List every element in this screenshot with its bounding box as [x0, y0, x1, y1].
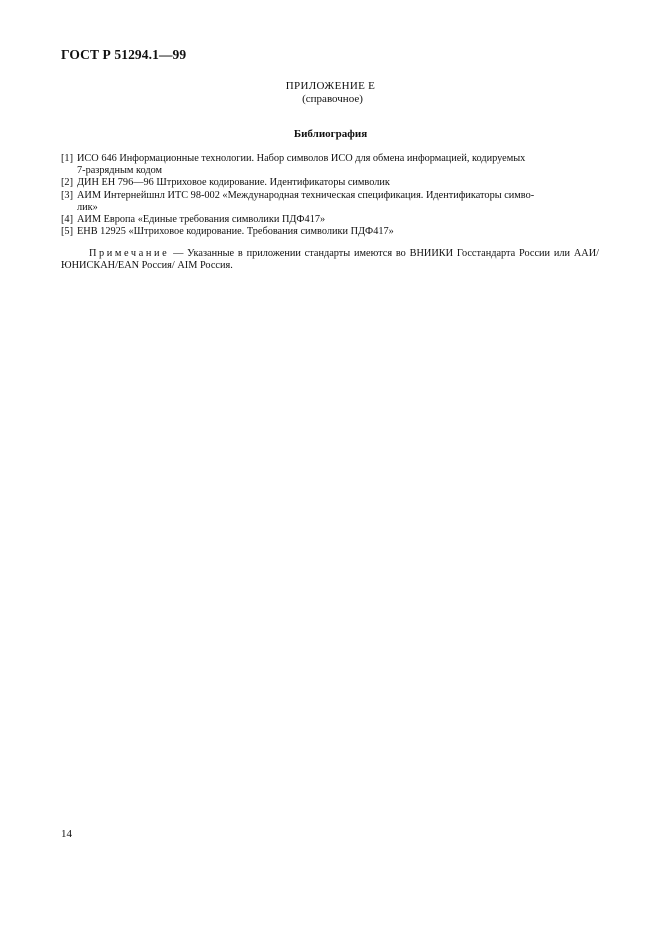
- appendix-heading: [0, 80, 661, 106]
- bibliography-number: [4]: [61, 214, 74, 226]
- note-paragraph: [61, 248, 599, 273]
- bibliography-item: [61, 214, 599, 226]
- bibliography-list: [61, 153, 599, 238]
- bibliography-number: [2]: [61, 177, 74, 189]
- bibliography-item: [61, 226, 599, 238]
- section-title: Библиография: [293, 128, 368, 140]
- bibliography-number: [3]: [61, 189, 74, 201]
- bibliography-text: ЕНВ 12925 «Штриховое кодирование. Требования символики ПДФ417»: [77, 226, 394, 238]
- appendix-subtitle: (справочное): [302, 93, 363, 105]
- bibliography-item: [61, 153, 599, 177]
- appendix-title: ПРИЛОЖЕНИЕ Е: [285, 80, 376, 92]
- note-label: Примечание: [89, 248, 170, 259]
- bibliography-text-continuation: 7-разрядным кодом: [77, 165, 163, 177]
- bibliography-number: [1]: [61, 153, 74, 164]
- note-text: — Указанные в приложении стандарты имеются во ВНИИКИ Госстандарта России или ААИ/ЮНИСКАН/EAN Россия/ AIM Россия.: [61, 248, 599, 272]
- document-code: ГОСТ Р 51294.1—99: [61, 47, 187, 62]
- bibliography-text: ДИН ЕН 796—96 Штриховое кодирование. Идентификаторы символик: [77, 177, 390, 189]
- bibliography-item: [61, 177, 599, 189]
- bibliography-number: [5]: [61, 226, 74, 238]
- page-number: 14: [61, 828, 72, 840]
- bibliography-text-continuation: лик»: [77, 201, 98, 213]
- bibliography-item: [61, 190, 599, 214]
- bibliography-text: ИСО 646 Информационные технологии. Набор символов ИСО для обмена информацией, кодируемых: [77, 153, 526, 164]
- bibliography-text: АИМ Интернейшнл ИТС 98-002 «Международная техническая спецификация. Идентификаторы симво-: [77, 189, 535, 201]
- bibliography-text: АИМ Европа «Единые требования символики ПДФ417»: [77, 214, 326, 226]
